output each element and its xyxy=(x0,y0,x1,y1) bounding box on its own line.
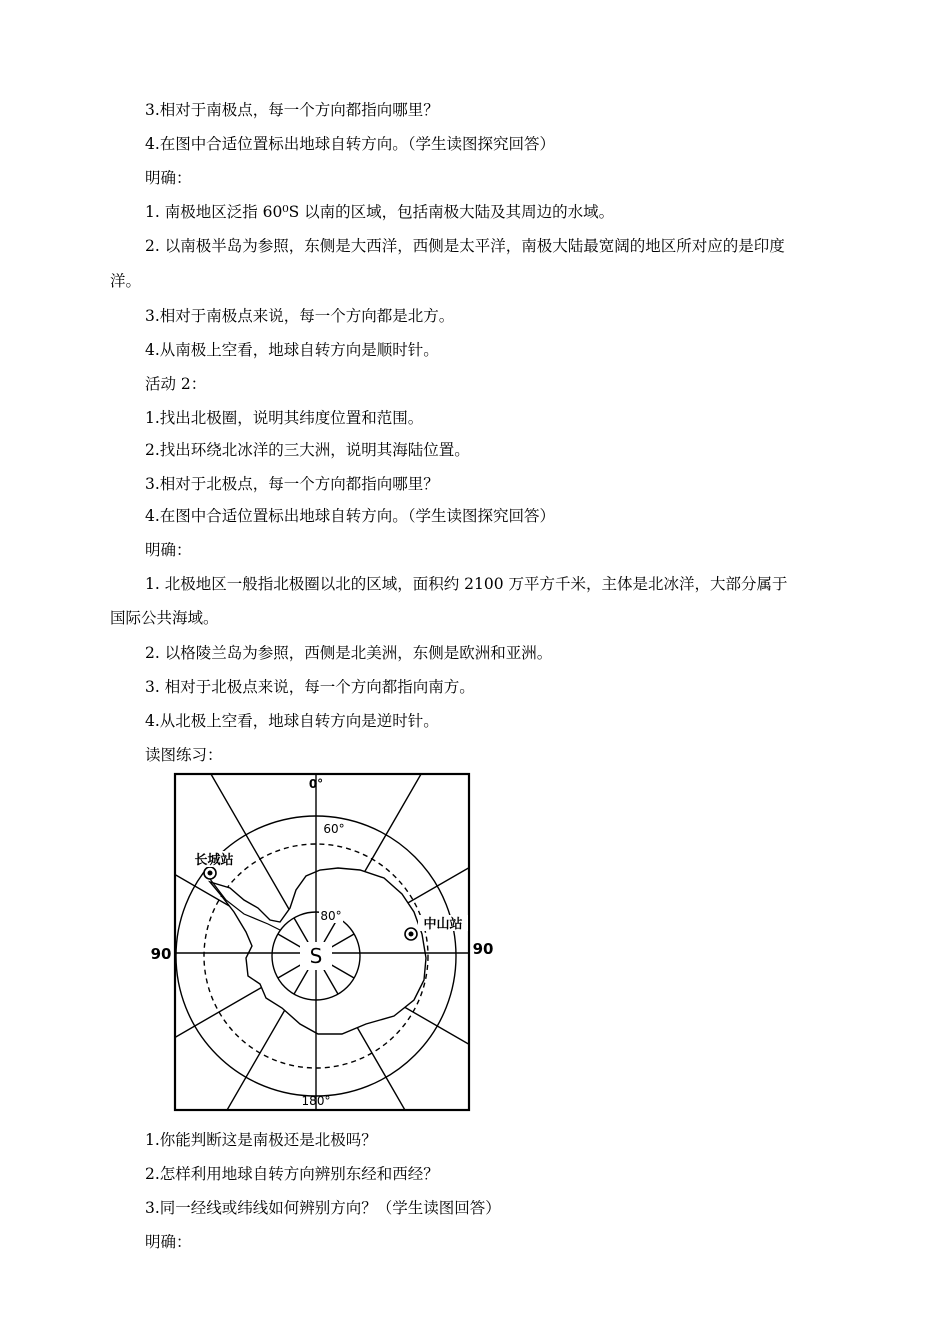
text-line: 洋。 xyxy=(110,272,142,290)
text-line: 活动 2： xyxy=(145,375,207,393)
text-line: 明确： xyxy=(145,1233,192,1251)
antarctic-map-svg xyxy=(148,772,498,1114)
label-180-degree: 180° xyxy=(301,1094,331,1108)
text-line: 2. 以南极半岛为参照，东侧是大西洋，西侧是太平洋，南极大陆最宽阔的地区所对应的是印度 xyxy=(145,237,785,255)
text-line: 国际公共海域。 xyxy=(110,609,219,627)
label-left-90: 90 xyxy=(150,945,172,963)
antarctic-map-figure xyxy=(148,772,498,1114)
text-line: 2.怎样利用地球自转方向辨别东经和西经？ xyxy=(145,1165,439,1183)
zhongshan-station-dot xyxy=(409,932,414,937)
text-line: 1. 南极地区泛指 60⁰S 以南的区域，包括南极大陆及其周边的水域。 xyxy=(145,203,615,221)
text-line: 明确： xyxy=(145,169,192,187)
text-line: 2.找出环绕北冰洋的三大洲，说明其海陆位置。 xyxy=(145,441,470,459)
text-line: 明确： xyxy=(145,541,192,559)
text-line: 读图练习： xyxy=(145,746,223,764)
label-right-90: 90 xyxy=(472,940,494,958)
label-lat-60: 60° xyxy=(323,822,345,836)
text-line: 4.从南极上空看，地球自转方向是顺时针。 xyxy=(145,341,439,359)
zhongshan-station-label: 中山站 xyxy=(423,917,463,932)
text-line: 1. 北极地区一般指北极圈以北的区域，面积约 2100 万平方千米，主体是北冰洋，大部分属于 xyxy=(145,575,788,593)
text-line: 3. 相对于北极点来说，每一个方向都指向南方。 xyxy=(145,678,475,696)
text-line: 3.同一经线或纬线如何辨别方向？（学生读图回答） xyxy=(145,1199,501,1217)
text-line: 2. 以格陵兰岛为参照，西侧是北美洲，东侧是欧洲和亚洲。 xyxy=(145,644,553,662)
changcheng-station-label: 长城站 xyxy=(194,853,234,868)
text-line: 3.相对于北极点，每一个方向都指向哪里？ xyxy=(145,475,439,493)
changcheng-station-dot xyxy=(208,871,213,876)
text-line: 4.在图中合适位置标出地球自转方向。（学生读图探究回答） xyxy=(145,507,556,525)
label-0-degree: 0° xyxy=(308,777,324,791)
text-line: 4.在图中合适位置标出地球自转方向。（学生读图探究回答） xyxy=(145,135,556,153)
label-lat-80: 80° xyxy=(320,909,342,923)
text-line: 1.你能判断这是南极还是北极吗？ xyxy=(145,1131,377,1149)
pole-label: S xyxy=(309,944,323,968)
text-line: 4.从北极上空看，地球自转方向是逆时针。 xyxy=(145,712,439,730)
text-line: 3.相对于南极点，每一个方向都指向哪里？ xyxy=(145,101,439,119)
text-line: 3.相对于南极点来说，每一个方向都是北方。 xyxy=(145,307,455,325)
text-line: 1.找出北极圈，说明其纬度位置和范围。 xyxy=(145,409,424,427)
